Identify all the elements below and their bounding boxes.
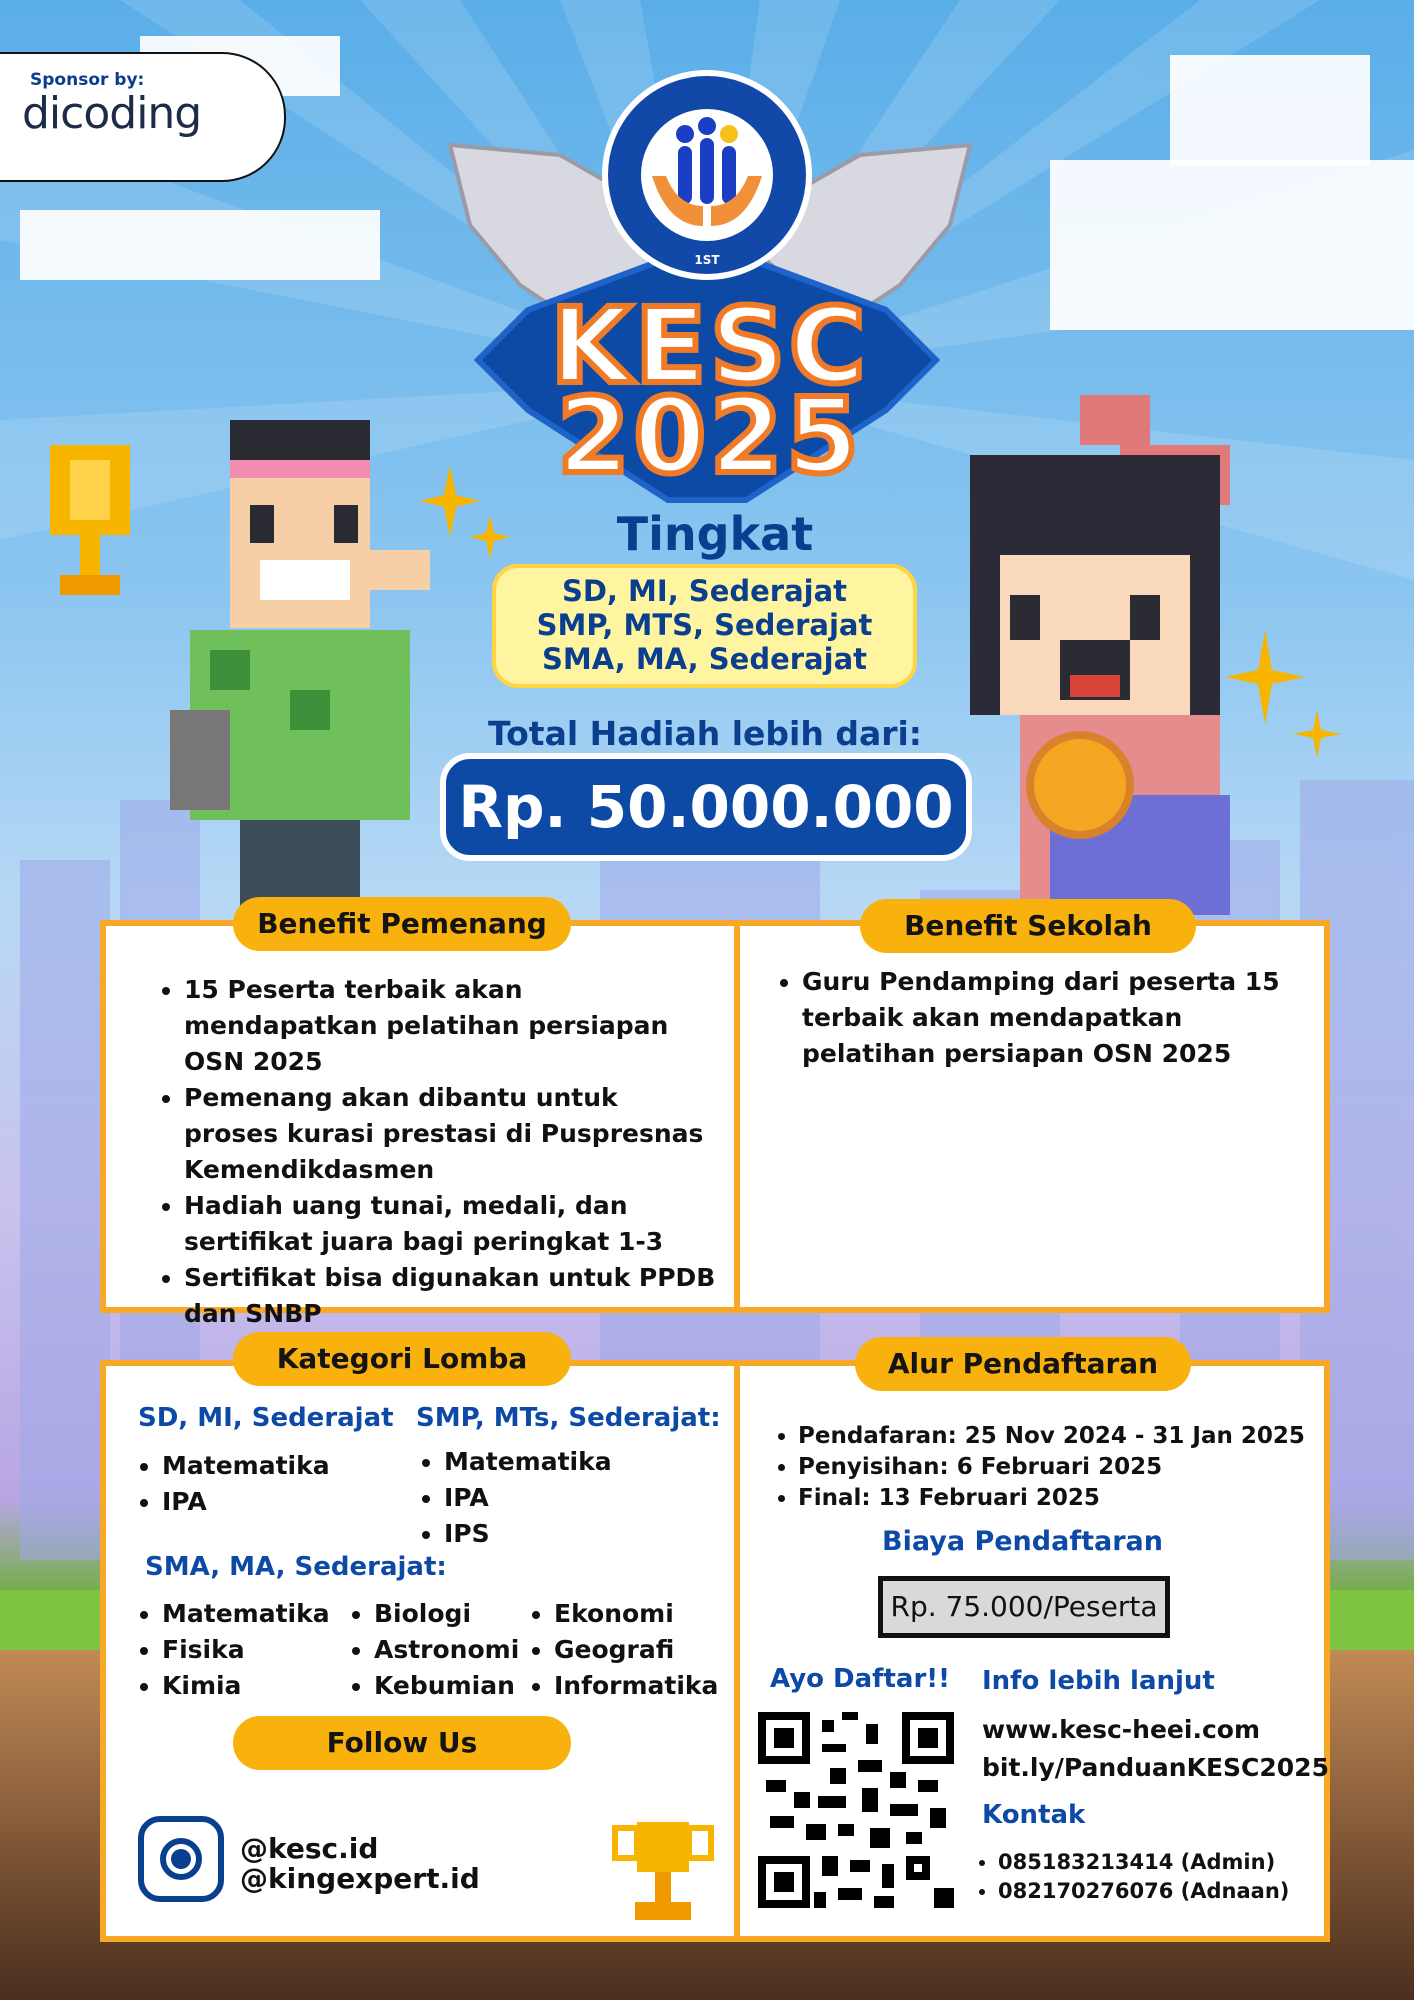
qr-code-icon[interactable] bbox=[758, 1712, 954, 1908]
list-item: • Sertifikat bisa digunakan untuk PPDB dan SNBP bbox=[184, 1260, 720, 1332]
fee-box: Rp. 75.000/Peserta bbox=[878, 1576, 1170, 1638]
sponsor-logo: dicoding bbox=[22, 88, 202, 139]
benefit-pemenang-title: Benefit Pemenang bbox=[233, 897, 571, 951]
alur-steps bbox=[764, 1421, 1324, 1514]
list-item: • Ekonomi bbox=[554, 1596, 718, 1632]
emblem-hands-icon bbox=[608, 76, 806, 274]
cloud-right-top bbox=[1170, 55, 1370, 165]
level-sma: SMA, MA, Sederajat bbox=[541, 642, 868, 676]
competition-emblem bbox=[602, 70, 812, 280]
cloud-right bbox=[1050, 160, 1414, 330]
list-item: • Guru Pendamping dari peserta 15 terbaik akan mendapatkan pelatihan persiapan OSN 2025 bbox=[802, 964, 1288, 1072]
follow-title: Follow Us bbox=[233, 1716, 571, 1770]
list-item: • Pendafaran: 25 Nov 2024 - 31 Jan 2025 bbox=[798, 1421, 1324, 1452]
list-item: • Penyisihan: 6 Februari 2025 bbox=[798, 1452, 1324, 1483]
contact-heading: Kontak bbox=[982, 1800, 1086, 1830]
contact-adnaan: • 082170276076 (Adnaan) bbox=[998, 1877, 1289, 1906]
list-item: • IPA bbox=[162, 1484, 330, 1520]
emblem-edition: 1ST bbox=[694, 253, 720, 267]
social-handles bbox=[240, 1834, 480, 1894]
benefit-sekolah-title: Benefit Sekolah bbox=[860, 899, 1196, 953]
cloud-left bbox=[20, 210, 380, 280]
sponsor-label: Sponsor by: bbox=[30, 70, 145, 90]
sparkle-icon bbox=[420, 465, 510, 585]
list-item: • Pemenang akan dibantu untuk proses kurasi prestasi di Puspresnas Kemendikdasmen bbox=[184, 1080, 720, 1188]
fee-heading: Biaya Pendaftaran bbox=[882, 1526, 1163, 1557]
list-item: • IPA bbox=[444, 1480, 612, 1516]
cta-daftar: Ayo Daftar!! bbox=[770, 1664, 951, 1694]
list-item: • Matematika bbox=[162, 1596, 330, 1632]
kategori-sma-col1 bbox=[128, 1596, 330, 1704]
title-kesc: KESC bbox=[550, 285, 870, 407]
prize-label: Total Hadiah lebih dari: bbox=[488, 714, 922, 753]
levels-box bbox=[492, 564, 917, 688]
list-item: • Matematika bbox=[444, 1444, 612, 1480]
title-year: 2025 bbox=[557, 375, 863, 497]
list-item: • Informatika bbox=[554, 1668, 718, 1704]
prize-box bbox=[440, 753, 972, 861]
tingkat-heading: Tingkat bbox=[616, 507, 814, 561]
list-item: • Biologi bbox=[374, 1596, 519, 1632]
kategori-sma-col3 bbox=[520, 1596, 718, 1704]
handle-kesc[interactable]: @kesc.id bbox=[240, 1832, 379, 1865]
sparkle-right-icon bbox=[1225, 630, 1345, 780]
list-item: • Fisika bbox=[162, 1632, 330, 1668]
list-item: • Geografi bbox=[554, 1632, 718, 1668]
list-item: • Final: 13 Februari 2025 bbox=[798, 1483, 1324, 1514]
handle-kingexpert[interactable]: @kingexpert.id bbox=[240, 1862, 480, 1895]
list-item: • Matematika bbox=[162, 1448, 330, 1484]
list-item: • Kebumian bbox=[374, 1668, 519, 1704]
list-item: • 15 Peserta terbaik akan mendapatkan pelatihan persiapan OSN 2025 bbox=[184, 972, 720, 1080]
trophy-icon bbox=[605, 1818, 720, 1928]
kategori-sma-heading: SMA, MA, Sederajat: bbox=[145, 1552, 447, 1582]
level-sd: SD, MI, Sederajat bbox=[561, 574, 848, 608]
benefit-pemenang-list bbox=[150, 972, 720, 1332]
list-item: • Kimia bbox=[162, 1668, 330, 1704]
contact-admin: • 085183213414 (Admin) bbox=[998, 1848, 1289, 1877]
benefit-sekolah-list bbox=[768, 964, 1288, 1072]
kategori-smp-list bbox=[410, 1444, 612, 1552]
prize-amount: Rp. 50.000.000 bbox=[458, 773, 954, 841]
level-smp: SMP, MTS, Sederajat bbox=[536, 608, 873, 642]
list-item: • IPS bbox=[444, 1516, 612, 1552]
link-panduan[interactable]: bit.ly/PanduanKESC2025 bbox=[982, 1753, 1329, 1782]
alur-title: Alur Pendaftaran bbox=[855, 1337, 1191, 1391]
instagram-icon[interactable] bbox=[138, 1816, 224, 1902]
kategori-sd-list bbox=[128, 1448, 330, 1520]
kategori-sma-col2 bbox=[340, 1596, 519, 1704]
list-item: • Astronomi bbox=[374, 1632, 519, 1668]
kategori-sd-heading: SD, MI, Sederajat bbox=[138, 1403, 394, 1433]
contact-list bbox=[970, 1848, 1289, 1906]
kategori-title: Kategori Lomba bbox=[233, 1332, 571, 1386]
info-heading: Info lebih lanjut bbox=[982, 1666, 1215, 1696]
list-item: • Hadiah uang tunai, medali, dan sertifikat juara bagi peringkat 1-3 bbox=[184, 1188, 720, 1260]
kategori-smp-heading: SMP, MTs, Sederajat: bbox=[416, 1403, 721, 1433]
link-website[interactable]: www.kesc-heei.com bbox=[982, 1715, 1260, 1744]
